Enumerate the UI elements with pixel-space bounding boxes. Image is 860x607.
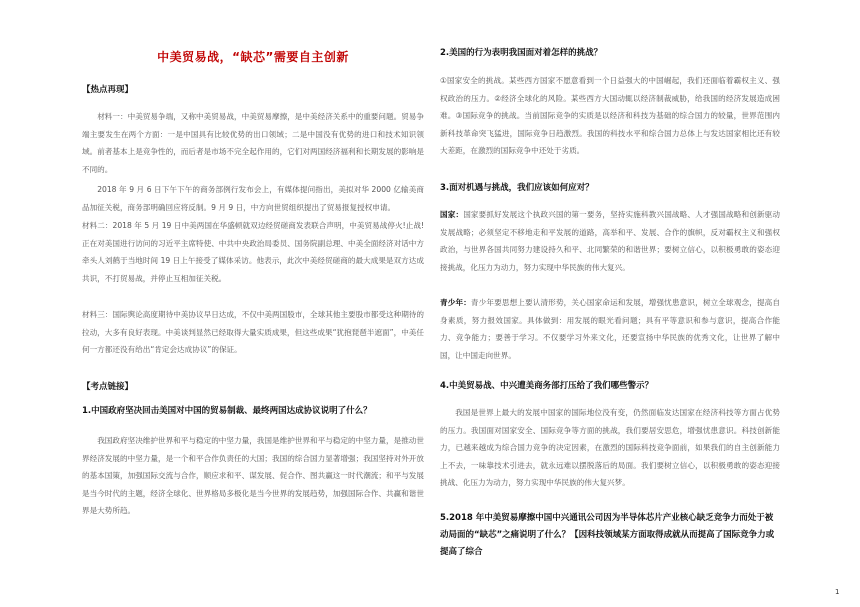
question-5: 5.2018 年中美贸易摩擦中国中兴通讯公司因为半导体芯片产业核心缺乏竞争力而处于被动局面的“缺芯”之痛说明了什么？【因科技领域某方面取得成就从而提高了国际竞争力或提高了综合 [440,513,775,557]
answer-3-nation-lead: 国家： [440,210,464,219]
answer-4: 我国是世界上最大的发展中国家的国际地位没有变，仍然面临发达国家在经济科技等方面占优势的压力。我国面对国家安全、国际竞争等方面的挑战，我们要居安思危，增强忧患意识。科技创新能力，已越来越成为综合国力竞争的决定因素，在激烈的国际科技竞争面前，如果我们的自主创新能力上不去，一味靠技术引进去，就永远难以摆脱落后的局面。我们要树立信心，以积极勇敢的姿态迎接挑战、化压力为动力，努力实现中华民族的伟大复兴梦。 [440,408,780,487]
page-number: 1 [835,588,840,596]
material-three: 材料三：国际舆论高度期待中美协议早日达成，不仅中美两国股市，全球其他主要股市都受这种期待的拉动，大多有良好表现。中美谈判显然已经取得大量实质成果，但这些成果“犹抱琵琶半遮面”，中美任何一方都还没有给出“肯定会达成协议”的保证。 [82,310,424,354]
material-one-continued: 2018 年 9 月 6 日下午下午的商务部例行发布会上，有媒体提问指出，美拟对华 2000 亿输美商品加征关税，商务部明确回应将反制。9 月 9 日，中方向世贸组织提出了贸易报复授权申请。 [82,185,424,212]
question-3: 3.面对机遇与挑战，我们应该如何应对？ [440,183,594,193]
question-4: 4.中美贸易战、中兴遭美商务部打压给了我们哪些警示？ [440,381,654,391]
material-one: 材料一：中美贸易争端，又称中美贸易战，中美贸易摩擦，是中美经济关系中的重要问题。贸易争端主要发生在两个方面：一是中国具有比较优势的出口领域；二是中国没有优势的进口和技术知识领域。前者基本上是竞争性的，而后者是市场不完全起作用的，它们对两国经济福利和长期发展的影响是不同的。 [82,112,424,174]
answer-3-youth-lead: 青少年： [440,298,471,307]
question-2: 2.美国的行为表明我国面对着怎样的挑战？ [440,48,603,58]
material-two: 材料二：2018 年 5 月 19 日中美两国在华盛顿就双边经贸磋商发表联合声明，中美贸易战停火!止战!正在对美国进行访问的习近平主席特使、中共中央政治局委员、国务院副总理、中美全面经济对话中方牵头人刘鹤于当地时间 19 日上午接受了媒体采访。他表示，此次中美经贸磋商的最大成果是双方达成共识，不打贸易战，并停止互相加征关税。 [82,221,424,283]
question-1: 1.中国政府坚决回击美国对中国的贸易制裁、最终两国达成协议说明了什么？ [82,406,372,416]
answer-3-youth [440,294,780,364]
answer-2: ①国家安全的挑战。某些西方国家不愿意看到一个日益强大的中国崛起，我们还面临着霸权主义、强权政治的压力。②经济全球化的风险。某些西方大国动辄以经济制裁威胁，给我国的经济发展造成困难。③国际竞争的挑战。当前国际竞争的实质是以经济和科技为基础的综合国力的较量，世界范围内新科技革命突飞猛进，国际竞争日趋激烈。我国的科技水平和综合国力总体上与发达国家相比还有较大差距，在激烈的国际竞争中还处于劣质。 [440,76,780,155]
answer-3-youth-text: 青少年要思想上要认清形势，关心国家命运和发展，增强忧患意识，树立全球观念，提高自身素质，努力报效国家。具体做到：用发展的眼光看问题；具有平等意识和参与意识，提高合作能力、竞争能力；要善于学习。不仅要学习外来文化，还要宣扬中华民族的优秀文化，让世界了解中国，让中国走向世界。 [440,298,780,360]
answer-3-nation [440,206,780,276]
answer-1: 我国政府坚决维护世界和平与稳定的中坚力量，我国是维护世界和平与稳定的中坚力量，是推动世界经济发展的中坚力量，是一个和平合作负责任的大国；我国的综合国力显著增强；我国坚持对外开放的基本国策，加强国际交流与合作，顺应求和平、谋发展、促合作、图共赢这一时代潮流；和平与发展是当今时代的主题，经济全球化、世界格局多极化是当今世界的发展趋势，加强国际合作、共赢和谐世界是大势所趋。 [82,436,424,515]
hot-topic-heading: 【热点再现】 [82,85,134,95]
answer-3-nation-text: 国家要抓好发展这个执政兴国的第一要务，坚持实施科教兴国战略、人才强国战略和创新驱动发展战略；必须坚定不移地走和平发展的道路，高举和平、发展、合作的旗帜，反对霸权主义和强权政治，与世界各国共同努力建设持久和平、北同繁荣的和谐世界；要树立信心，以积极勇敢的姿态迎接挑战，化压力为动力，努力实现中华民族的伟大复兴。 [440,210,781,272]
exam-link-heading: 【考点链接】 [82,382,134,392]
page-title: 中美贸易战，“缺芯”需要自主创新 [157,50,349,64]
